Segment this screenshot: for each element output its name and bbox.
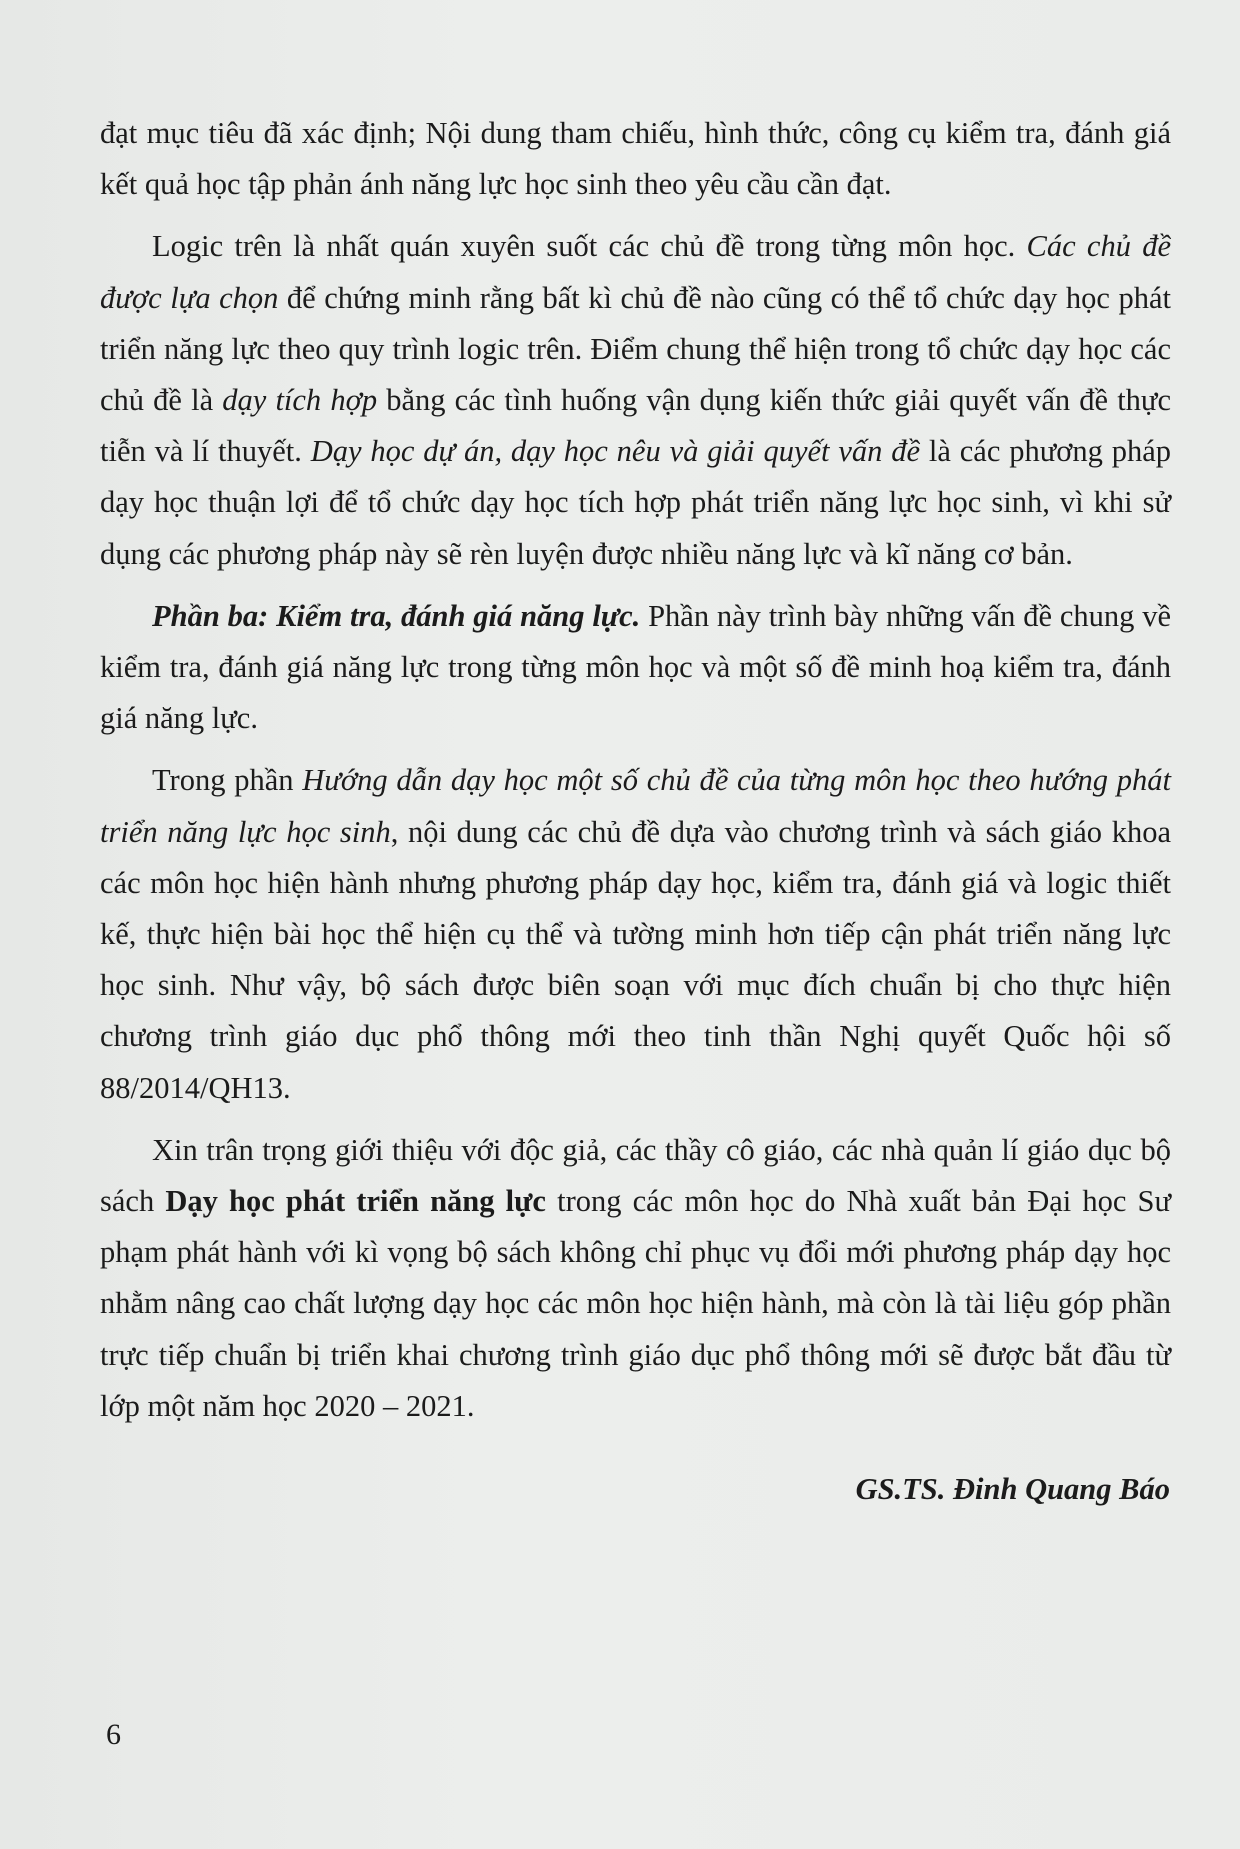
text-segment: trong các môn học do Nhà xuất bản Đại học Sư phạm phát hành với kì vọng bộ sách không chỉ phục vụ đổi mới phương pháp dạy học nhằm nâng cao chất lượng dạy học các môn học hiện hành, mà còn là tài liệu góp phần trực tiếp chuẩn bị triển khai chương trình giáo dục phổ thông mới sẽ được bắt đầu từ lớp một năm học 2020 – 2021. bbox=[100, 1184, 1172, 1423]
paragraph-3 bbox=[100, 591, 1171, 745]
italic-text: Các chủ đề được lựa chọn bbox=[100, 229, 1171, 315]
book-series-title: Dạy học phát triển năng lực bbox=[165, 1184, 546, 1219]
paragraph-5 bbox=[100, 1125, 1171, 1432]
text-segment: bằng các tình huống vận dụng kiến thức giải quyết vấn đề thực tiễn và lí thuyết. bbox=[100, 383, 1171, 469]
text-segment: Xin trân trọng giới thiệu với độc giả, các thầy cô giáo, các nhà quản lí giáo dục bộ sách bbox=[100, 1132, 1171, 1219]
text-segment: Phần này trình bày những vấn đề chung về kiểm tra, đánh giá năng lực trong từng môn học và một số đề minh hoạ kiểm tra, đánh giá năng lực. bbox=[100, 598, 1172, 736]
text-segment: đạt mục tiêu đã xác định; Nội dung tham chiếu, hình thức, công cụ kiểm tra, đánh giá kết quả học tập phản ánh năng lực học sinh theo yêu cầu cần đạt. bbox=[100, 116, 1171, 202]
paragraph-2 bbox=[100, 221, 1171, 579]
text-segment: là các phương pháp dạy học thuận lợi để tổ chức dạy học tích hợp phát triển năng lực học sinh, vì khi sử dụng các phương pháp này sẽ rèn luyện được nhiều năng lực và kĩ năng cơ bản. bbox=[100, 434, 1171, 571]
text-segment: Trong phần bbox=[152, 763, 303, 798]
author-signature: GS.TS. Đinh Quang Báo bbox=[855, 1472, 1170, 1506]
text-segment: Logic trên là nhất quán xuyên suốt các chủ đề trong từng môn học. bbox=[152, 229, 1027, 264]
italic-text: Dạy học dự án, dạy học nêu và giải quyết vấn đề bbox=[310, 434, 921, 469]
paragraph-1 bbox=[100, 108, 1171, 210]
section-heading-inline: Phần ba: Kiểm tra, đánh giá năng lực. bbox=[152, 598, 641, 633]
italic-text: dạy tích hợp bbox=[222, 383, 378, 418]
text-segment: , nội dung các chủ đề dựa vào chương trình và sách giáo khoa các môn học hiện hành nhưng phương pháp dạy học, kiểm tra, đánh giá và logic thiết kế, thực hiện bài học thể hiện cụ thể và tường minh hơn tiếp cận phát triển năng lực học sinh. Như vậy, bộ sách được biên soạn với mục đích chuẩn bị cho thực hiện chương trình giáo dục phổ thông mới theo tinh thần Nghị quyết Quốc hội số 88/2014/QH13. bbox=[100, 814, 1171, 1105]
text-segment: để chứng minh rằng bất kì chủ đề nào cũng có thể tổ chức dạy học phát triển năng lực theo quy trình logic trên. Điểm chung thể hiện trong tổ chức dạy học các chủ đề là bbox=[100, 280, 1171, 418]
page-number: 6 bbox=[106, 1718, 121, 1751]
paragraph-4 bbox=[100, 755, 1171, 1113]
body-text bbox=[100, 108, 1171, 1432]
italic-text: Hướng dẫn dạy học một số chủ đề của từng môn học theo hướng phát triển năng lực học sinh bbox=[100, 763, 1171, 849]
